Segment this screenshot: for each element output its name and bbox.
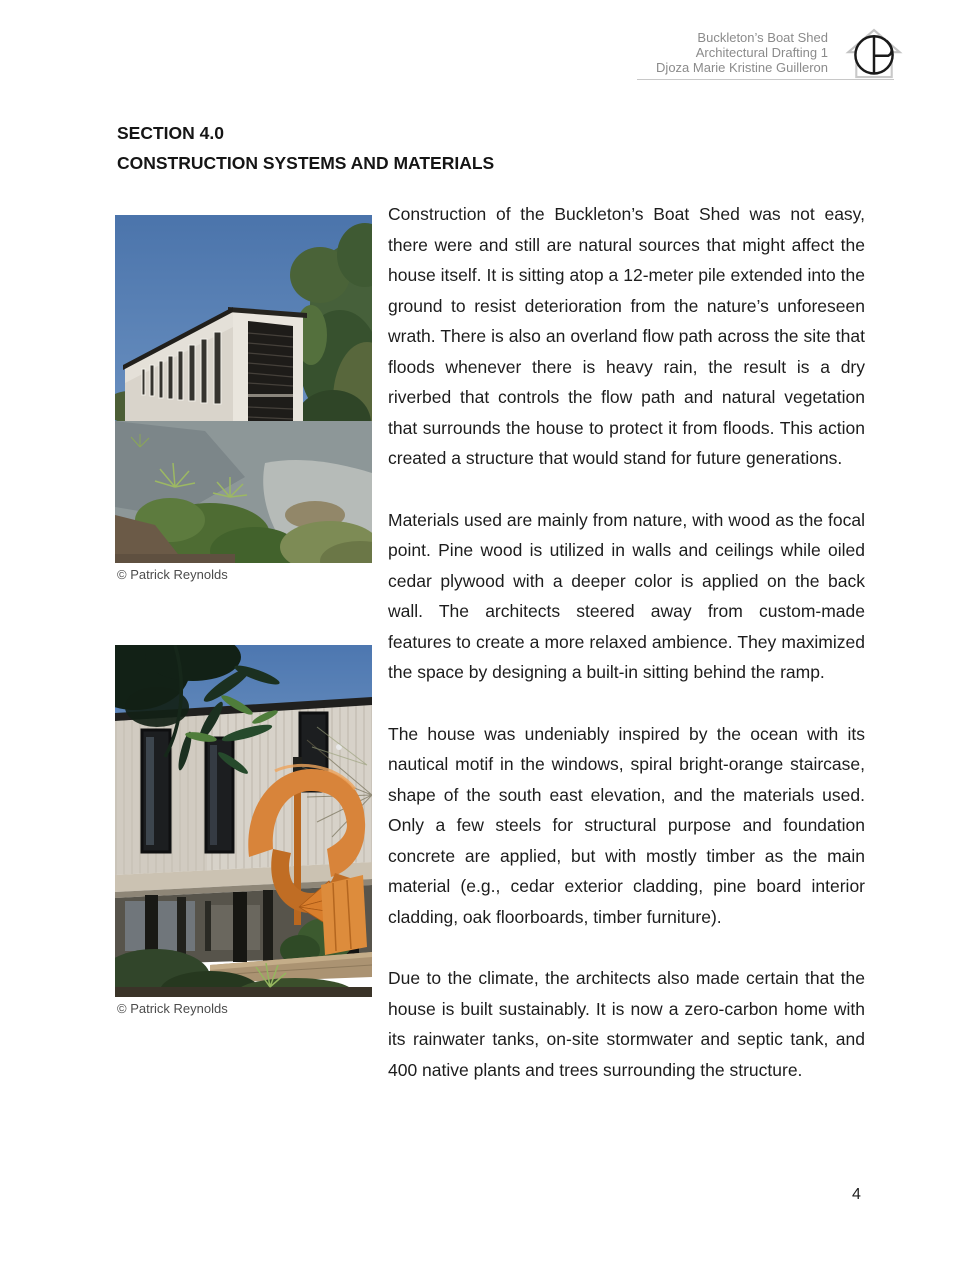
section-title: CONSTRUCTION SYSTEMS AND MATERIALS (117, 153, 495, 173)
section-number: SECTION 4.0 (117, 123, 224, 143)
section-heading (117, 118, 494, 178)
figure-boat-shed-exterior (115, 215, 372, 582)
body-paragraph: Construction of the Buckleton’s Boat Shed was not easy, there were and still are natural sources that might affect the house itself. It is sitting atop a 12-meter pile extended into the ground to resist deterioration from the nature’s unforeseen wrath. There is also an overland flow path across the site that floods whenever there is heavy rain, the result is a dry riverbed that controls the flow path and natural vegetation that surrounds the house to protect it from floods. This action created a structure that would stand for future generations. (388, 204, 865, 468)
photo-credit: © Patrick Reynolds (117, 1001, 228, 1016)
photo-credit: © Patrick Reynolds (117, 567, 228, 582)
boat-shed-exterior-photo (115, 215, 372, 563)
page-number: 4 (852, 1186, 861, 1203)
body-paragraph: Due to the climate, the architects also made certain that the house is built sustainably. It is now a zero-carbon home with its rainwater tanks, on-site stormwater and septic tank, and 400 native plants and trees surrounding the structure. (388, 968, 865, 1080)
figure-spiral-staircase (115, 645, 372, 1016)
body-paragraph: Materials used are mainly from nature, with wood as the focal point. Pine wood is utilized in walls and ceilings while oiled cedar plywood with a deeper color is applied on the back wall. The architects steered away from custom-made features to create a more relaxed ambience. They maximized the space by designing a built-in sitting behind the ramp. (388, 509, 865, 682)
header-line-course: Architectural Drafting 1 (695, 45, 828, 60)
body-text-column (388, 199, 865, 1116)
header-line-project: Buckleton’s Boat Shed (697, 30, 828, 45)
header-text-block (656, 30, 828, 75)
house-monogram-logo-icon (843, 24, 905, 84)
spiral-staircase-photo (115, 645, 372, 997)
body-paragraph: The house was undeniably inspired by the ocean with its nautical motif in the windows, spiral bright-orange staircase, shape of the south east elevation, and the materials used. Only a few steels for structural purpose and foundation concrete are applied, but with mostly timber as the main material (e.g., cedar exterior cladding, pine board interior cladding, oak floorboards, timber furniture). (388, 723, 865, 927)
header-divider (637, 79, 894, 80)
header-line-author: Djoza Marie Kristine Guilleron (656, 60, 828, 75)
